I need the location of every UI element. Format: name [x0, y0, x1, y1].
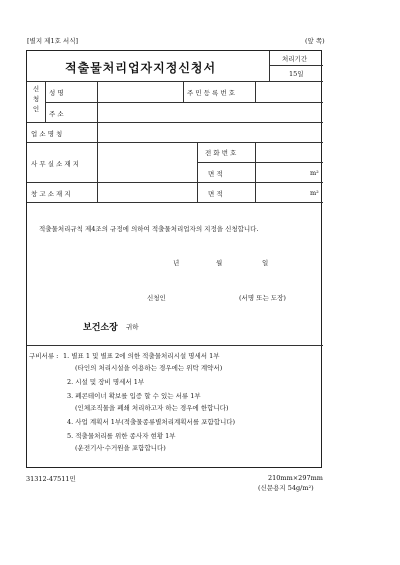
- addressee-suffix: 귀하: [126, 323, 139, 331]
- attachment-item: 5. 적출물처리를 위한 종사자 현황 1부: [67, 432, 176, 440]
- date-day-label: 일: [262, 259, 269, 267]
- form-title: 적출물처리업자지정신청서: [65, 61, 217, 75]
- attachment-item: 4. 사업 계획서 1부(적출물종류별처리계획서를 포함합니다): [67, 418, 236, 426]
- form-number-label: [별지 제1호 서식]: [27, 37, 79, 45]
- attachments-label: 구비서류 :: [29, 352, 59, 360]
- form-code: 31312-47511민: [26, 475, 76, 483]
- signature-label: (서명 또는 도장): [239, 294, 286, 302]
- paper-size: 210mm×297mm: [268, 474, 323, 482]
- warehouse-location-label: 창 고 소 재 지: [31, 190, 71, 198]
- resident-number-label: 주 민 등 록 번 호: [187, 89, 236, 97]
- attachment-item: (인체조직물을 폐쇄 처리하고자 하는 경우에 한합니다): [75, 404, 229, 412]
- addressee: 보건소장: [83, 323, 118, 333]
- processing-period-value: 15일: [289, 70, 304, 78]
- applicant-sign-label: 신청인: [147, 294, 166, 302]
- application-form: [26, 50, 322, 468]
- address-field[interactable]: [101, 106, 319, 120]
- office-location-label: 사 무 실 소 재 지: [31, 160, 80, 168]
- phone-field[interactable]: [259, 145, 319, 159]
- attachment-item: 3. 폐콘테이너 확보를 입증 할 수 있는 서류 1부: [67, 392, 201, 400]
- business-name-field[interactable]: [101, 126, 319, 140]
- warehouse-area-unit: m²: [310, 189, 319, 197]
- address-label: 주 소: [49, 110, 64, 118]
- warehouse-area-label: 면 적: [208, 190, 223, 198]
- office-area-unit: m²: [310, 169, 319, 177]
- office-area-label: 면 적: [208, 170, 223, 178]
- application-statement: 적출물처리규칙 제4조의 규정에 의하여 적출물처리업자의 지정을 신청합니다.: [39, 225, 259, 233]
- page-side-label: (앞 쪽): [305, 37, 325, 45]
- phone-label: 전 화 번 호: [205, 149, 237, 157]
- resident-number-field[interactable]: [259, 85, 319, 99]
- applicant-group-label: 신 청 인: [32, 85, 40, 113]
- attachment-item: (타인의 처리시설을 이용하는 경우에는 위탁 계약서): [75, 364, 223, 372]
- attachment-item: 2. 시설 및 장비 명세서 1부: [67, 378, 145, 386]
- attachment-item: 1. 별표 1 및 별표 2에 의한 적출물처리시설 명세서 1부: [63, 352, 220, 360]
- paper-type: (신문용지 54g/m²): [258, 484, 314, 492]
- name-field[interactable]: [101, 85, 181, 99]
- date-month-label: 월: [216, 259, 223, 267]
- processing-period-label: 처리기간: [282, 55, 308, 63]
- date-year-label: 년: [173, 259, 180, 267]
- name-label: 성 명: [49, 89, 64, 97]
- office-location-field[interactable]: [101, 146, 193, 198]
- business-name-label: 업 소 명 칭: [31, 130, 63, 138]
- attachment-item: (운전기사·수거원을 포함합니다): [75, 444, 166, 452]
